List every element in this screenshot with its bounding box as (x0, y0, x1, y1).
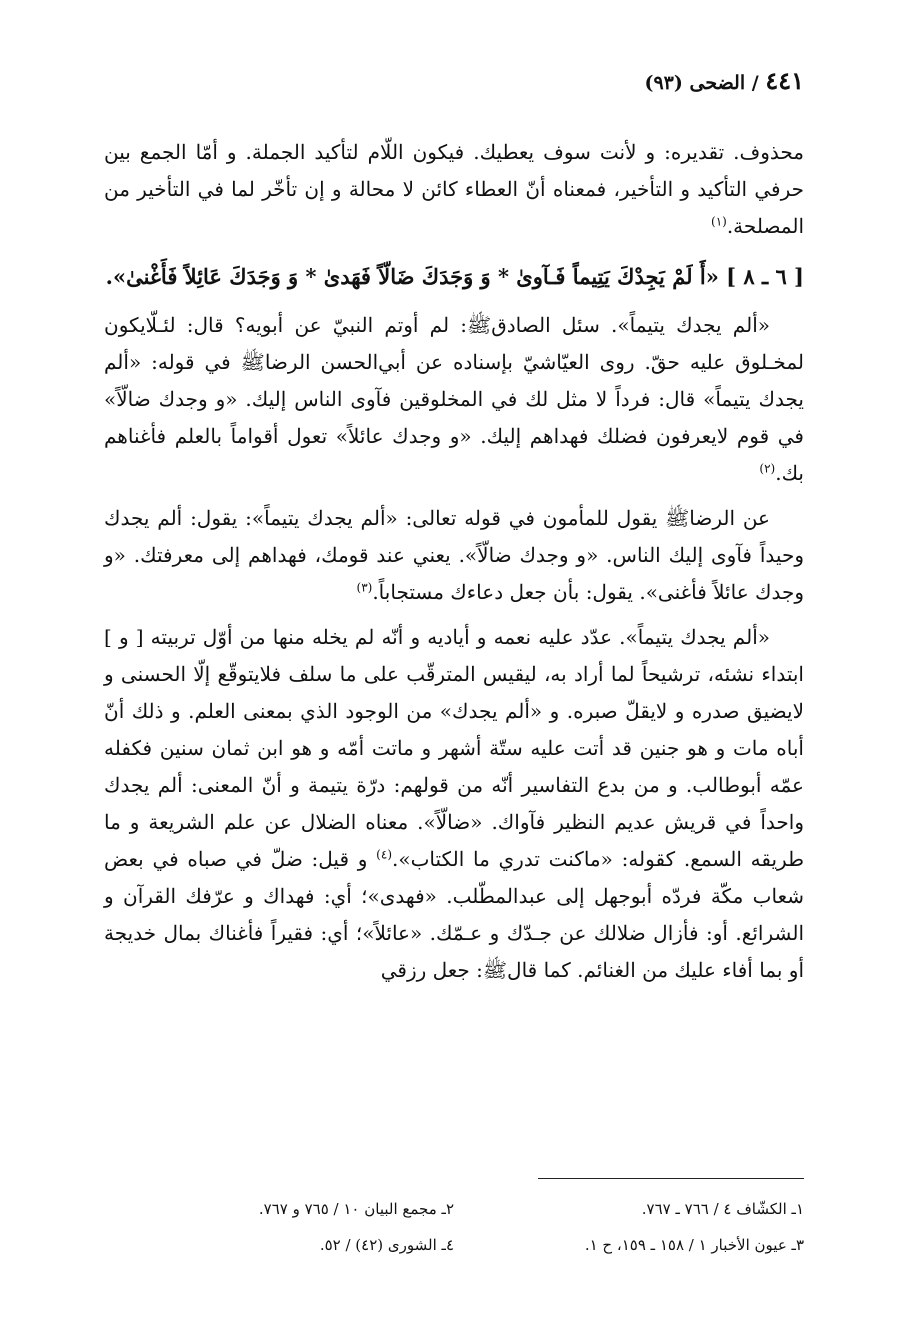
paragraph-text: عن الرضاﷺ يقول للمأمون في قوله تعالى: «ألم يجدك يتيماً»: يقول: ألم يجدك وحيداً فآوى إليك الناس. «و وجدك ضالّاً». يعني عند قومك، فهداهم إلى معرفتك. «و وجدك عائلاً فأغنى». يقول: بأن جعل دعاءك مستجاباً. (104, 506, 804, 604)
quran-verse: [ ٦ ـ ٨ ] «أَ لَمْ يَجِدْكَ يَتِيماً فَـآوىٰ * وَ وَجَدَكَ ضَالّاً فَهَدىٰ * وَ وَجَدَكَ عَائِلاً فَأَغْنىٰ». (105, 264, 804, 289)
commentary-paragraph (104, 307, 804, 492)
footnotes (104, 1196, 804, 1258)
footnote-divider (538, 1178, 804, 1179)
footnote-2: ٢ـ مجمع البيان ١٠ / ٧٦٥ و ٧٦٧. (258, 1200, 454, 1218)
footnote-1: ١ـ الكشّاف ٤ / ٧٦٦ ـ ٧٦٧. (641, 1200, 804, 1218)
paragraph-text: «ألم يجدك يتيماً». عدّد عليه نعمه و أياديه و أنّه لم يخله منها من أوّل تربيته [ و ] ابتداء نشئه، ترشيحاً لما أراد به، ليقيس المترقّب على ما سلف فلايتوقّع إلّا الحسنى و لايضيق صدره و لايقلّ صبره. و «ألم يجدك» من الوجود الذي بمعنى العلم. و ذلك أنّ أباه مات و هو جنين قد أتت عليه ستّة أشهر و ماتت أمّه و هو ابن ثمان سنين فكفله عمّه أبوطالب. و من بدع التفاسير أنّه من قولهم: درّة يتيمة و أنّ المعنى: ألم يجدك واحداً في قريش عديم النظير فآواك. «ضالّاً». معناه الضلال عن علم الشريعة و ما طريقه السمع. كقوله: «ماكنت تدري ما الكتاب». (104, 625, 804, 871)
footnote-3: ٣ـ عيون الأخبار ١ / ١٥٨ ـ ١٥٩، ح ١. (584, 1236, 804, 1254)
main-text (104, 134, 804, 997)
footnote-marker: (٣) (356, 580, 373, 595)
paragraph-text: محذوف. تقديره: و لأنت سوف يعطيك. فيكون اللّام لتأكيد الجملة. و أمّا الجمع بين حرفي التأكيد و التأخير، فمعناه أنّ العطاء كائن لا محالة و إن تأخّر لما في التأخير من المصلحة. (104, 140, 804, 238)
footnote-marker: (٢) (759, 461, 776, 476)
paragraph-text: و قيل: ضلّ في صباه في بعض شعاب مكّة فردّه أبوجهل إلى عبدالمطّلب. «فهدى»؛ أي: فهداك و عرّفك القرآن و الشرائع. أو: فأزال ضلالك عن جـدّك و عـمّك. «عائلاً»؛ أي: فقيراً فأغناك بمال خديجة أو بما أفاء عليك من الغنائم. كما قالﷺ: جعل رزقي (104, 847, 804, 982)
running-head (644, 66, 804, 95)
footnote-marker: (٤) (376, 847, 392, 862)
footnote-4: ٤ـ الشورى (٤٢) / ٥٢. (319, 1236, 454, 1254)
commentary-paragraph (104, 500, 804, 611)
paragraph-text: «ألم يجدك يتيماً». سئل الصادقﷺ: لم أوتم النبيّ عن أبويه؟ قال: لئـلّايكون لمخـلوق عليه حقّ. روى العيّاشيّ بإسناده عن أبي‌الحسن الرضاﷺ في قوله: «ألم يجدك يتيماً» قال: فرداً لا مثل لك في المخلوقين فآوى الناس إليك. «و وجدك ضالّاً» في قوم لايعرفون فضلك فهداهم إليك. «و وجدك عائلاً» تعول أقواماً بالعلم فأغناهم بك. (104, 313, 804, 485)
page-number: ٤٤١ (765, 66, 804, 95)
commentary-paragraph (104, 619, 804, 989)
paragraph-continuation (104, 134, 804, 245)
surah-label: الضحى (٩٣) (644, 72, 746, 94)
header-separator: / (751, 72, 759, 94)
footnote-marker: (١) (711, 214, 727, 229)
